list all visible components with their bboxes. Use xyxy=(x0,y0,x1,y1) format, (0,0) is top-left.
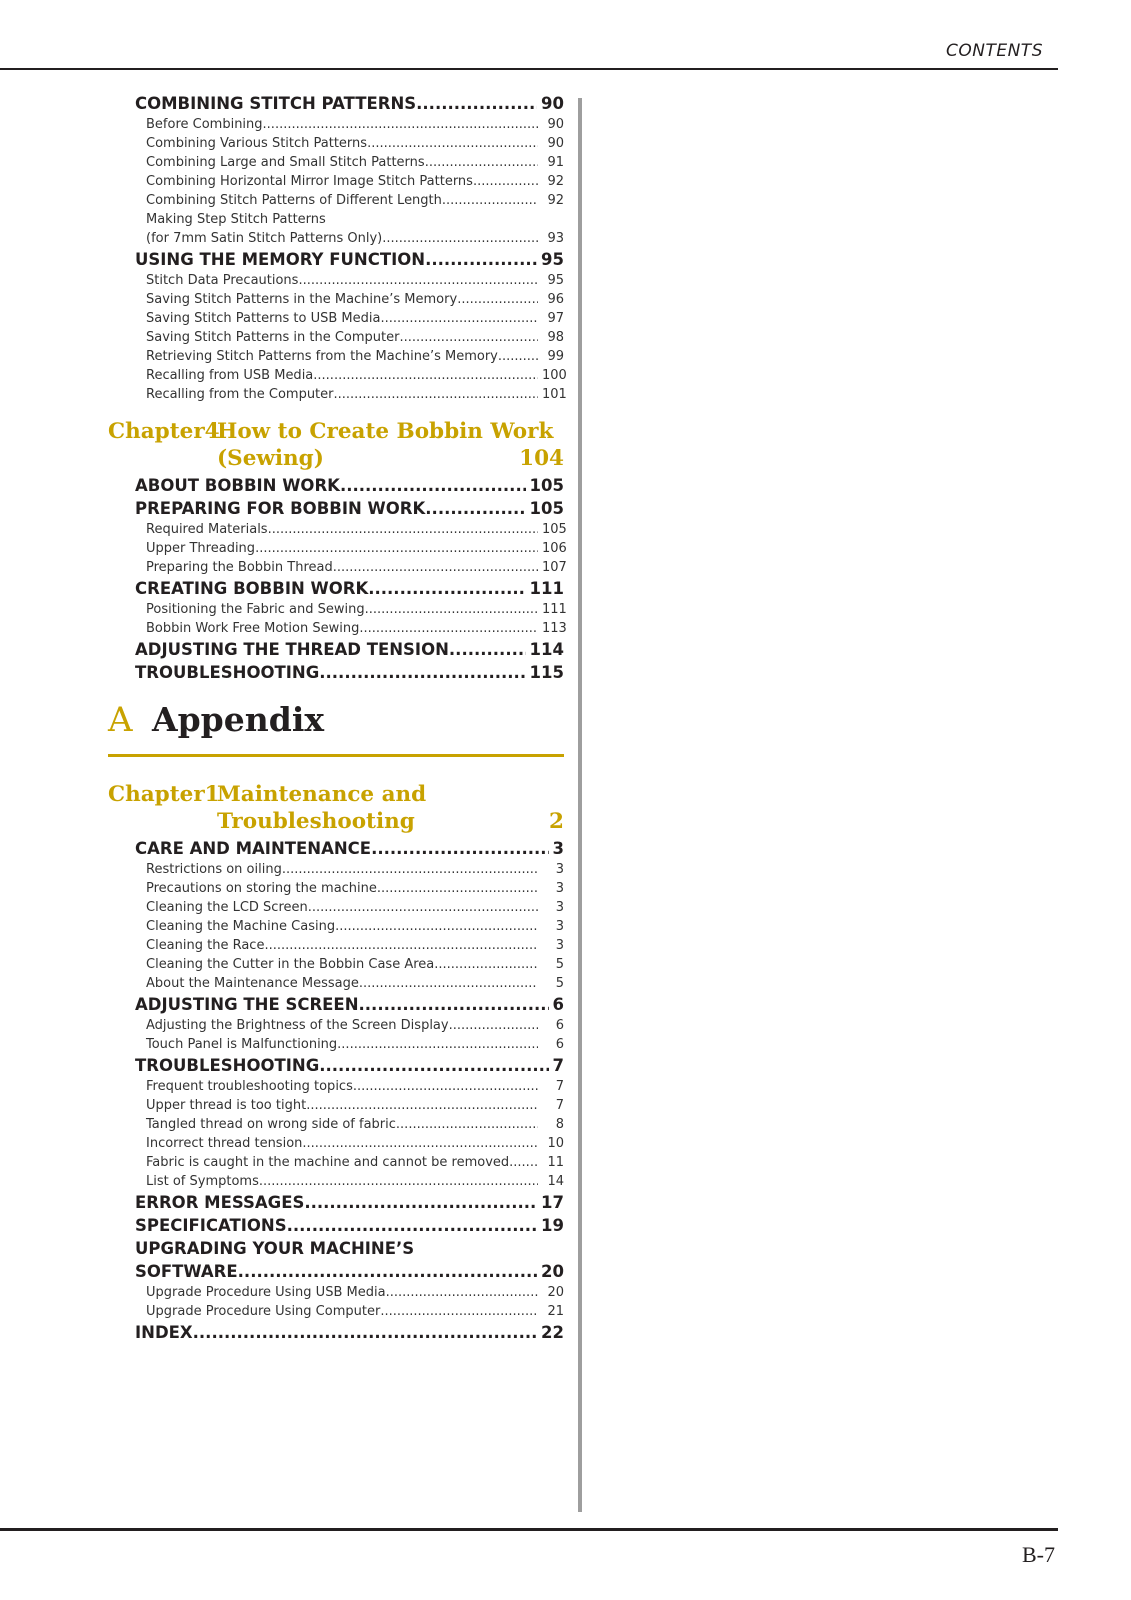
toc-subsection-entry[interactable] xyxy=(146,1115,564,1134)
toc-section-entry[interactable] xyxy=(135,1237,564,1260)
toc-section-entry[interactable] xyxy=(135,497,564,520)
toc-entry-page: 3 xyxy=(555,881,564,896)
toc-subsection-entry[interactable] xyxy=(146,134,564,153)
toc-leader-dots xyxy=(268,520,538,539)
toc-entry-label: Saving Stitch Patterns in the Machine’s Memory xyxy=(146,292,458,307)
toc-entry-page: 98 xyxy=(547,330,564,345)
toc-leader-dots xyxy=(396,1115,538,1134)
toc-leader-dots xyxy=(425,153,538,172)
toc-entry-label: (for 7mm Satin Stitch Patterns Only) xyxy=(146,231,383,246)
toc-leader-dots xyxy=(368,577,525,600)
toc-leader-dots xyxy=(335,917,538,936)
toc-entry-label: TROUBLESHOOTING xyxy=(135,663,320,682)
toc-leader-dots xyxy=(399,328,538,347)
toc-entry-page: 101 xyxy=(542,387,567,402)
toc-subsection-entry[interactable] xyxy=(146,879,564,898)
toc-entry-page: 92 xyxy=(547,193,564,208)
toc-leader-dots xyxy=(425,248,537,271)
toc-subsection-entry[interactable] xyxy=(146,1016,564,1035)
toc-subsection-entry[interactable] xyxy=(146,917,564,936)
toc-entry-label: Saving Stitch Patterns to USB Media xyxy=(146,311,381,326)
toc-entry-page: 92 xyxy=(547,174,564,189)
chapter1-number: Chapter1 xyxy=(108,782,220,807)
toc-subsection-entry[interactable] xyxy=(146,271,564,290)
toc-entry-label: Incorrect thread tension xyxy=(146,1136,303,1151)
chapter1-title-line2: Troubleshooting xyxy=(217,809,415,834)
toc-leader-dots xyxy=(359,619,538,638)
toc-entry-label: ADJUSTING THE SCREEN xyxy=(135,995,359,1014)
toc-entry-page: 6 xyxy=(555,1018,564,1033)
toc-leader-dots xyxy=(287,1214,537,1237)
toc-entry-label: Combining Large and Small Stitch Patterns xyxy=(146,155,425,170)
toc-entry-label: TROUBLESHOOTING xyxy=(135,1056,320,1075)
toc-section-entry[interactable] xyxy=(135,1260,564,1283)
toc-leader-dots xyxy=(259,1172,538,1191)
toc-entry-label: ABOUT BOBBIN WORK xyxy=(135,476,340,495)
toc-section-entry[interactable] xyxy=(135,1191,564,1214)
toc-leader-dots xyxy=(365,600,538,619)
toc-entry-page: 111 xyxy=(542,602,567,617)
toc-entry-page: 21 xyxy=(547,1304,564,1319)
toc-subsection-entry[interactable] xyxy=(146,1035,564,1054)
toc-entry-label: Recalling from the Computer xyxy=(146,387,334,402)
chapter4-heading[interactable] xyxy=(108,418,564,472)
toc-entry-page: 20 xyxy=(547,1285,564,1300)
toc-subsection-entry[interactable] xyxy=(146,860,564,879)
toc-section-entry[interactable] xyxy=(135,1214,564,1237)
toc-block-maintenance xyxy=(108,837,564,1344)
toc-entry-label: Upgrade Procedure Using Computer xyxy=(146,1304,381,1319)
toc-entry-label: SOFTWARE xyxy=(135,1262,238,1281)
toc-entry-label: Positioning the Fabric and Sewing xyxy=(146,602,365,617)
toc-leader-dots xyxy=(457,290,538,309)
appendix-letter: A xyxy=(108,700,133,740)
toc-entry-page: 3 xyxy=(555,900,564,915)
toc-entry-page: 6 xyxy=(555,1037,564,1052)
toc-entry-page: 20 xyxy=(541,1262,564,1281)
toc-leader-dots xyxy=(449,638,526,661)
chapter1-heading[interactable] xyxy=(108,781,564,835)
toc-entry-page: 106 xyxy=(542,541,567,556)
toc-subsection-entry[interactable] xyxy=(146,347,564,366)
toc-entry-page: 111 xyxy=(529,579,564,598)
toc-entry-label: Before Combining xyxy=(146,117,263,132)
toc-leader-dots xyxy=(380,309,538,328)
toc-entry-page: 17 xyxy=(541,1193,564,1212)
toc-entry-page: 99 xyxy=(547,349,564,364)
toc-entry-page: 3 xyxy=(555,862,564,877)
toc-section-entry[interactable] xyxy=(135,577,564,600)
toc-subsection-entry[interactable] xyxy=(146,1153,564,1172)
toc-entry-label: Frequent troubleshooting topics xyxy=(146,1079,353,1094)
toc-leader-dots xyxy=(302,1134,538,1153)
toc-subsection-entry[interactable] xyxy=(146,936,564,955)
toc-entry-label: Bobbin Work Free Motion Sewing xyxy=(146,621,360,636)
toc-leader-dots xyxy=(367,134,538,153)
toc-leader-dots xyxy=(473,172,538,191)
toc-leader-dots xyxy=(334,385,539,404)
toc-entry-page: 14 xyxy=(547,1174,564,1189)
toc-entry-label: Saving Stitch Patterns in the Computer xyxy=(146,330,400,345)
toc-subsection-entry[interactable] xyxy=(146,328,564,347)
toc-entry-page: 96 xyxy=(547,292,564,307)
toc-subsection-entry[interactable] xyxy=(146,115,564,134)
toc-entry-label: SPECIFICATIONS xyxy=(135,1216,287,1235)
toc-leader-dots xyxy=(340,474,526,497)
toc-block-bobbin xyxy=(108,474,567,684)
bottom-rule xyxy=(0,1528,1058,1531)
toc-subsection-entry[interactable] xyxy=(146,974,564,993)
toc-leader-dots xyxy=(382,229,538,248)
toc-entry-page: 3 xyxy=(555,938,564,953)
toc-entry-label: ERROR MESSAGES xyxy=(135,1193,305,1212)
toc-entry-label: Restrictions on oiling xyxy=(146,862,282,877)
toc-subsection-entry[interactable] xyxy=(146,210,564,229)
toc-entry-label: INDEX xyxy=(135,1323,193,1342)
toc-entry-label: COMBINING STITCH PATTERNS xyxy=(135,94,417,113)
toc-entry-label: Cleaning the Machine Casing xyxy=(146,919,336,934)
toc-entry-page: 97 xyxy=(547,311,564,326)
toc-leader-dots xyxy=(282,860,538,879)
toc-entry-page: 105 xyxy=(529,499,564,518)
table-of-contents xyxy=(108,92,567,1344)
toc-leader-dots xyxy=(255,539,538,558)
toc-section-entry[interactable] xyxy=(135,248,564,271)
toc-entry-label: Required Materials xyxy=(146,522,268,537)
toc-entry-page: 3 xyxy=(555,919,564,934)
toc-section-entry[interactable] xyxy=(135,993,564,1016)
toc-leader-dots xyxy=(333,558,538,577)
toc-subsection-entry[interactable] xyxy=(146,1172,564,1191)
toc-subsection-entry[interactable] xyxy=(146,558,567,577)
toc-leader-dots xyxy=(238,1260,537,1283)
toc-leader-dots xyxy=(425,497,525,520)
toc-entry-page: 19 xyxy=(541,1216,564,1235)
toc-subsection-entry[interactable] xyxy=(146,539,567,558)
toc-entry-page: 3 xyxy=(552,839,564,858)
toc-leader-dots xyxy=(434,955,538,974)
toc-entry-label: About the Maintenance Message xyxy=(146,976,359,991)
toc-subsection-entry[interactable] xyxy=(146,309,564,328)
toc-entry-page: 95 xyxy=(547,273,564,288)
toc-entry-page: 115 xyxy=(529,663,564,682)
toc-entry-label: Precautions on storing the machine xyxy=(146,881,377,896)
toc-entry-label: Retrieving Stitch Patterns from the Machine’s Memory xyxy=(146,349,498,364)
toc-entry-page: 93 xyxy=(547,231,564,246)
chapter4-title-line2: (Sewing) xyxy=(217,446,324,471)
page-number: B-7 xyxy=(1022,1542,1055,1567)
chapter4-number: Chapter4 xyxy=(108,419,220,444)
toc-entry-page: 105 xyxy=(529,476,564,495)
toc-subsection-entry[interactable] xyxy=(146,520,567,539)
toc-subsection-entry[interactable] xyxy=(146,1096,564,1115)
toc-entry-page: 90 xyxy=(547,136,564,151)
toc-entry-label: List of Symptoms xyxy=(146,1174,259,1189)
toc-subsection-entry[interactable] xyxy=(146,619,567,638)
toc-entry-label: Cleaning the LCD Screen xyxy=(146,900,308,915)
toc-leader-dots xyxy=(319,1054,548,1077)
toc-entry-label: CARE AND MAINTENANCE xyxy=(135,839,372,858)
toc-leader-dots xyxy=(416,92,537,115)
toc-entry-label: Making Step Stitch Patterns xyxy=(146,212,326,227)
toc-section-entry[interactable] xyxy=(135,1054,564,1077)
appendix-rule xyxy=(108,754,564,757)
toc-entry-page: 22 xyxy=(541,1323,564,1342)
toc-leader-dots xyxy=(380,1302,538,1321)
chapter4-title-line1: How to Create Bobbin Work xyxy=(217,419,554,444)
toc-leader-dots xyxy=(386,1283,538,1302)
chapter1-page: 2 xyxy=(549,809,564,834)
toc-leader-dots xyxy=(359,974,538,993)
toc-subsection-entry[interactable] xyxy=(146,172,564,191)
toc-leader-dots xyxy=(308,898,538,917)
toc-entry-label: Combining Horizontal Mirror Image Stitch Patterns xyxy=(146,174,473,189)
column-divider xyxy=(578,98,582,1512)
toc-subsection-entry[interactable] xyxy=(146,290,564,309)
toc-entry-label: PREPARING FOR BOBBIN WORK xyxy=(135,499,426,518)
toc-leader-dots xyxy=(353,1077,538,1096)
toc-entry-label: Upper Threading xyxy=(146,541,256,556)
toc-subsection-entry[interactable] xyxy=(146,600,567,619)
toc-entry-page: 7 xyxy=(555,1098,564,1113)
toc-entry-page: 10 xyxy=(547,1136,564,1151)
toc-leader-dots xyxy=(193,1321,537,1344)
toc-leader-dots xyxy=(264,936,538,955)
toc-entry-label: Adjusting the Brightness of the Screen Display xyxy=(146,1018,449,1033)
toc-section-entry[interactable] xyxy=(135,837,564,860)
toc-subsection-entry[interactable] xyxy=(146,366,567,385)
toc-entry-label: UPGRADING YOUR MACHINE’S xyxy=(135,1239,415,1258)
toc-entry-label: Cleaning the Cutter in the Bobbin Case Area xyxy=(146,957,435,972)
toc-section-entry[interactable] xyxy=(135,638,564,661)
chapter1-title-line1: Maintenance and xyxy=(217,782,427,807)
toc-leader-dots xyxy=(377,879,538,898)
toc-entry-label: USING THE MEMORY FUNCTION xyxy=(135,250,426,269)
toc-entry-label: Upper thread is too tight xyxy=(146,1098,307,1113)
toc-entry-page: 90 xyxy=(547,117,564,132)
toc-entry-page: 11 xyxy=(547,1155,564,1170)
toc-subsection-entry[interactable] xyxy=(146,1302,564,1321)
toc-subsection-entry[interactable] xyxy=(146,955,564,974)
toc-entry-page: 100 xyxy=(542,368,567,383)
toc-leader-dots xyxy=(298,271,538,290)
toc-entry-page: 95 xyxy=(541,250,564,269)
toc-entry-page: 107 xyxy=(542,560,567,575)
chapter4-page: 104 xyxy=(519,446,564,471)
toc-subsection-entry[interactable] xyxy=(146,1077,564,1096)
toc-subsection-entry[interactable] xyxy=(146,898,564,917)
toc-section-entry[interactable] xyxy=(135,92,564,115)
toc-entry-label: Upgrade Procedure Using USB Media xyxy=(146,1285,386,1300)
toc-entry-page: 7 xyxy=(552,1056,564,1075)
toc-entry-page: 114 xyxy=(529,640,564,659)
toc-leader-dots xyxy=(319,661,525,684)
toc-entry-page: 5 xyxy=(555,976,564,991)
toc-entry-label: CREATING BOBBIN WORK xyxy=(135,579,369,598)
toc-subsection-entry[interactable] xyxy=(146,1283,564,1302)
toc-entry-label: Stitch Data Precautions xyxy=(146,273,299,288)
toc-subsection-entry[interactable] xyxy=(146,385,567,404)
toc-entry-label: Combining Various Stitch Patterns xyxy=(146,136,368,151)
toc-block-memory xyxy=(108,92,567,404)
top-rule xyxy=(0,68,1058,70)
toc-leader-dots xyxy=(313,366,538,385)
toc-entry-label: Cleaning the Race xyxy=(146,938,265,953)
toc-entry-page: 113 xyxy=(542,621,567,636)
toc-leader-dots xyxy=(304,1191,537,1214)
toc-subsection-entry[interactable] xyxy=(146,153,564,172)
toc-entry-page: 6 xyxy=(552,995,564,1014)
appendix-title: Appendix xyxy=(152,700,325,739)
toc-section-entry[interactable] xyxy=(135,1321,564,1344)
toc-subsection-entry[interactable] xyxy=(146,191,564,210)
toc-entry-page: 91 xyxy=(547,155,564,170)
toc-entry-page: 5 xyxy=(555,957,564,972)
toc-section-entry[interactable] xyxy=(135,474,564,497)
toc-leader-dots xyxy=(263,115,538,134)
toc-leader-dots xyxy=(306,1096,538,1115)
toc-entry-label: Tangled thread on wrong side of fabric xyxy=(146,1117,396,1132)
toc-leader-dots xyxy=(371,837,548,860)
toc-entry-page: 90 xyxy=(541,94,564,113)
toc-subsection-entry[interactable] xyxy=(146,1134,564,1153)
toc-entry-label: Recalling from USB Media xyxy=(146,368,314,383)
appendix-heading xyxy=(108,700,564,744)
toc-leader-dots xyxy=(337,1035,538,1054)
toc-section-entry[interactable] xyxy=(135,661,564,684)
toc-entry-page: 8 xyxy=(555,1117,564,1132)
toc-subsection-entry[interactable] xyxy=(146,229,564,248)
toc-leader-dots xyxy=(498,347,538,366)
toc-leader-dots xyxy=(509,1153,538,1172)
toc-leader-dots xyxy=(359,993,549,1016)
toc-entry-page: 105 xyxy=(542,522,567,537)
toc-entry-label: Combining Stitch Patterns of Different Length xyxy=(146,193,442,208)
running-head: CONTENTS xyxy=(946,41,1043,61)
toc-entry-page: 7 xyxy=(555,1079,564,1094)
toc-entry-label: Preparing the Bobbin Thread xyxy=(146,560,333,575)
toc-leader-dots xyxy=(449,1016,538,1035)
toc-leader-dots xyxy=(442,191,538,210)
toc-entry-label: ADJUSTING THE THREAD TENSION xyxy=(135,640,449,659)
toc-entry-label: Touch Panel is Malfunctioning xyxy=(146,1037,338,1052)
toc-entry-label: Fabric is caught in the machine and cannot be removed xyxy=(146,1155,510,1170)
